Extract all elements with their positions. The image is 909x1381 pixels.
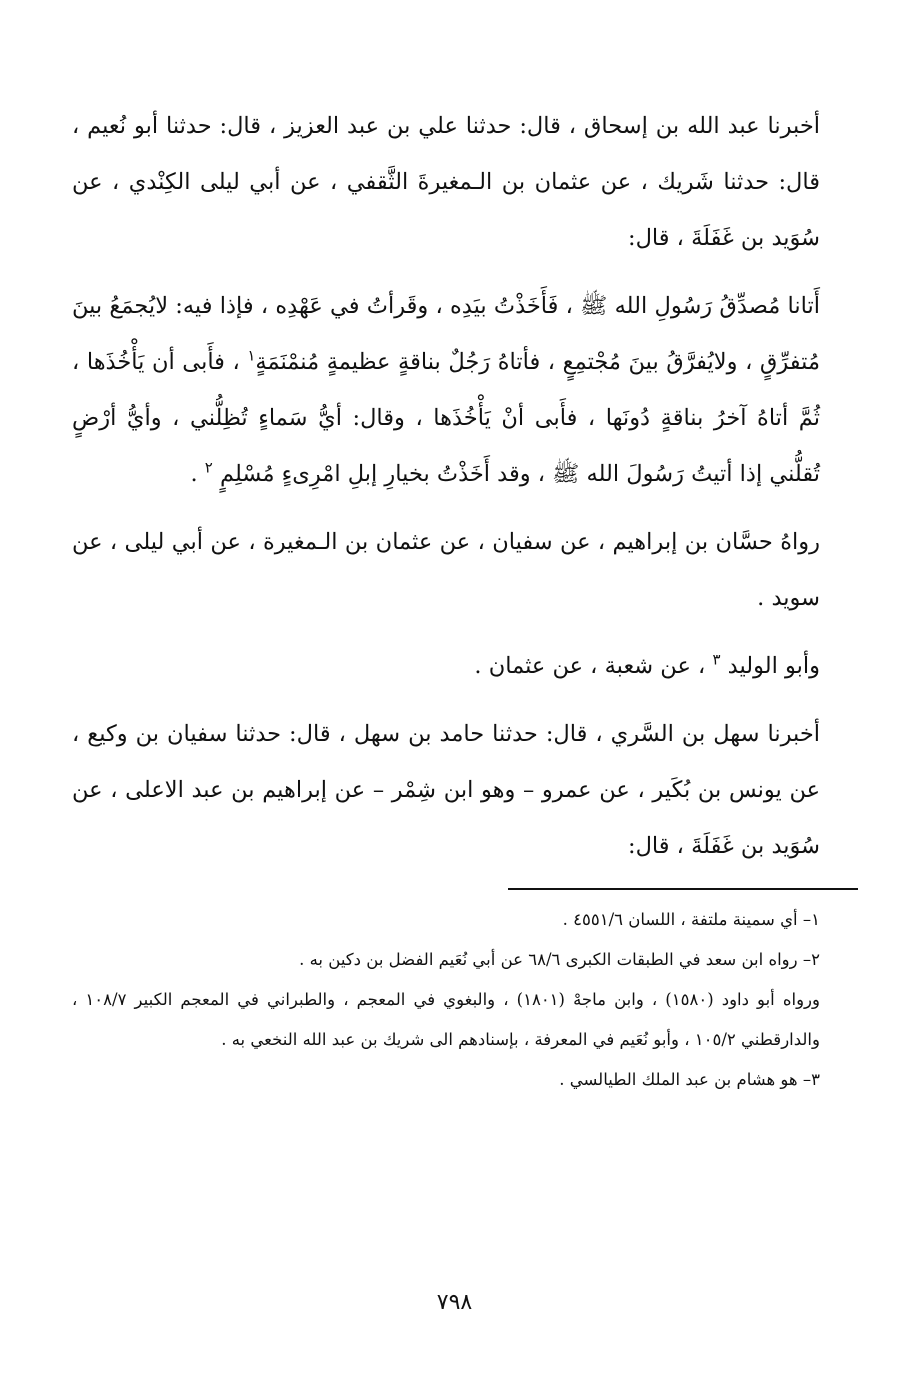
paragraph-5 bbox=[72, 706, 820, 874]
paragraph-2-text-a: أَتانا مُصدِّقُ رَسُولِ الله ﷺ ، فَأَخَذْتُ بيَدِه ، وقَرأتُ في عَهْدِه ، فإذا فيه: لايُجمَعُ بينَ مُتفرِّقٍ ، ولايُفرَّقُ بينَ مُجْتمِعٍ ، فأتاهُ رَجُلٌ بناقةٍ عظيمةٍ مُنمْنَمَةٍ bbox=[72, 293, 821, 375]
main-text bbox=[72, 98, 820, 874]
paragraph-4 bbox=[72, 638, 820, 694]
footnote-separator bbox=[508, 888, 858, 890]
paragraph-3-text: رواهُ حسَّان بن إبراهيم ، عن سفيان ، عن عثمان بن الـمغيرة ، عن أبي ليلى ، عن سويد . bbox=[72, 529, 820, 611]
paragraph-2 bbox=[72, 278, 820, 502]
footnote-ref-1: ١ bbox=[247, 346, 256, 365]
paragraph-3 bbox=[72, 514, 820, 626]
paragraph-4-text-a: وأبو الوليد bbox=[727, 653, 820, 679]
page-number: ٧٩٨ bbox=[436, 1290, 473, 1315]
paragraph-1-text: أخبرنا عبد الله بن إسحاق ، قال: حدثنا علي بن عبد العزيز ، قال: حدثنا أبو نُعيم ، قال: حدثنا شَريك ، عن عثمان بن الـمغيرةَ الثَّقفي ، عن أبي ليلى الكِنْدي ، عن سُوَيد بن غَفَلَةَ ، قال: bbox=[72, 113, 820, 251]
footnote-ref-3: ٣ bbox=[712, 650, 721, 669]
paragraph-2-text-b: ، فأَبى أن يَأْخُذَها ، ثُمَّ أتاهُ آخرُ بناقةٍ دُونَها ، فأَبى أنْ يَأْخُذَها ، وقال: أيُّ سَماءٍ تُظِلُّني ، وأيُّ أرْضٍ تُقلُّني إذا أتيتُ رَسُولَ الله ﷺ ، وقد أَخَذْتُ بخيارِ إبلِ امْرِىءٍ مُسْلِمٍ bbox=[72, 349, 820, 487]
footnote-1: ١– أي سمينة ملتفة ، اللسان ٤٥٥١/٦ . bbox=[562, 910, 820, 929]
footnotes bbox=[72, 900, 820, 1100]
footnote-3: ٣– هو هشام بن عبد الملك الطيالسي . bbox=[559, 1070, 820, 1089]
paragraph-5-text: أخبرنا سهل بن السَّري ، قال: حدثنا حامد بن سهل ، قال: حدثنا سفيان بن وكيع ، عن يونس بن بُكَير ، عن عمرو – وهو ابن شِمْر – عن إبراهيم بن عبد الاعلى ، عن سُوَيد بن غَفَلَةَ ، قال: bbox=[72, 721, 820, 859]
paragraph-2-text-c: . bbox=[190, 461, 198, 487]
paragraph-1 bbox=[72, 98, 820, 266]
paragraph-4-text-b: ، عن شعبة ، عن عثمان . bbox=[474, 653, 706, 679]
footnote-ref-2: ٢ bbox=[204, 458, 213, 477]
footnote-2: ٢– رواه ابن سعد في الطبقات الكبرى ٦٨/٦ عن أبي نُعَيم الفضل بن دكين به . bbox=[299, 950, 820, 969]
footnote-2-continuation: ورواه أبو داود (١٥٨٠) ، وابن ماجهْ (١٨٠١) ، والبغوي في المعجم ، والطبراني في المعجم الكبير ١٠٨/٧ ، والدارقطني ١٠٥/٢ ، وأبو نُعَيم في المعرفة ، بإسنادهم الى شريك بن عبد الله النخعي به . bbox=[72, 990, 820, 1049]
